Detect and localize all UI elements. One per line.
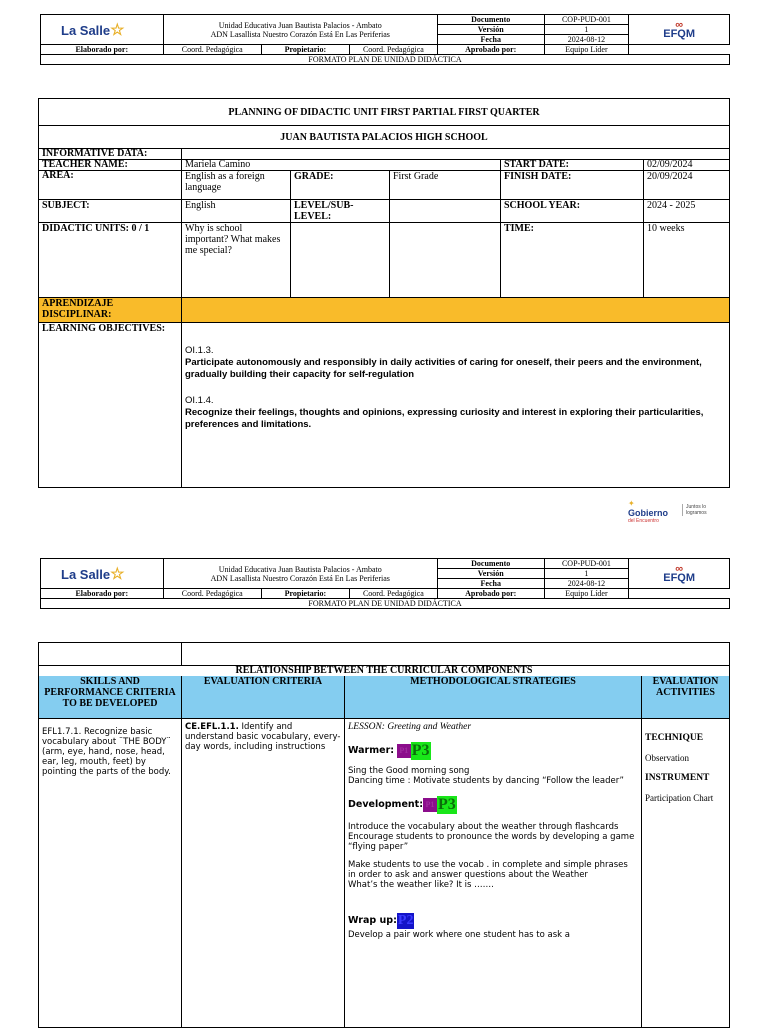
propietario-label: Propietario:: [261, 45, 349, 55]
objective-2-text: Recognize their feelings, thoughts and opinions, expressing curiosity and interest in exploring their particularities, preferences and limitations.: [185, 407, 704, 430]
p1-badge: P1: [397, 744, 411, 758]
col-method: METHODOLOGICAL STRATEGIES: [345, 676, 642, 719]
subject-label: SUBJECT:: [39, 200, 182, 223]
time-label: TIME:: [501, 223, 644, 298]
school-motto: ADN Lasallista Nuestro Corazón Está En Las Periferias: [210, 29, 390, 39]
format-title-2: FORMATO PLAN DE UNIDAD DIDÁCTICA: [41, 599, 730, 609]
teacher-label: TEACHER NAME:: [39, 160, 182, 171]
col-activities: EVALUATION ACTIVITIES: [642, 676, 730, 719]
version-label-2: Versión: [437, 569, 544, 579]
school-name-2: Unidad Educativa Juan Bautista Palacios - Ambato: [218, 564, 382, 574]
logo-cell: [41, 15, 164, 45]
development-text-3: Make students to use the vocab . in complete and simple phrases in order to ask and answer questions about the Weather: [348, 860, 628, 880]
curricular-table: [38, 642, 730, 1028]
grade-value: First Grade: [390, 171, 501, 200]
level-value: [390, 200, 501, 223]
version-value-2: 1: [544, 569, 629, 579]
objective-1-code: OI.1.3.: [185, 345, 214, 356]
finish-label: FINISH DATE:: [501, 171, 644, 200]
finish-value: 20/09/2024: [644, 171, 730, 200]
propietario-label-2: Propietario:: [261, 589, 349, 599]
fecha-label: Fecha: [437, 35, 544, 45]
objectives-label: LEARNING OBJECTIVES:: [39, 323, 182, 488]
instrument-value: Participation Chart: [645, 793, 714, 803]
efqm-logo-cell-2: [629, 559, 730, 589]
development-text-1: Introduce the vocabulary about the weather through flashcards: [348, 822, 619, 832]
technique-value: Observation: [645, 753, 689, 763]
gobierno-name: Gobierno: [628, 508, 668, 518]
wrapup-heading: [348, 912, 638, 930]
version-label: Versión: [437, 25, 544, 35]
aprobado-label: Aprobado por:: [437, 45, 544, 55]
development-text-2: Encourage students to pronounce the words by developing a game “flying paper”: [348, 832, 635, 852]
school-info-2: [163, 559, 437, 589]
area-label: AREA:: [39, 171, 182, 200]
warmer-text-1: Sing the Good morning song: [348, 766, 470, 776]
development-label: Development:: [348, 799, 423, 810]
criteria-code: CE.EFL.1.1.: [185, 722, 239, 732]
fecha-value: 2024-08-12: [544, 35, 629, 45]
efqm-logo: ∞ EFQM: [631, 21, 727, 40]
efqm-logo-2: ∞ EFQM: [631, 565, 727, 584]
units-empty-1: [291, 223, 390, 298]
lesson-title: LESSON: Greeting and Weather: [348, 722, 472, 732]
objective-2-code: OI.1.4.: [185, 395, 214, 406]
documento-value: COP-PUD-001: [544, 15, 629, 25]
elaborado-label: Elaborado por:: [41, 45, 164, 55]
p1-badge: P1: [423, 798, 437, 812]
logo-cell-2: [41, 559, 164, 589]
technique-label: TECHNIQUE: [645, 733, 704, 743]
star-icon: ☆: [110, 566, 125, 583]
start-value: 02/09/2024: [644, 160, 730, 171]
elaborado-value: Coord. Pedagógica: [163, 45, 261, 55]
school-year-value: 2024 - 2025: [644, 200, 730, 223]
p3-badge: P3: [411, 741, 430, 759]
criteria-text: Identify and understand basic vocabulary, every-day words, including instructions: [185, 722, 341, 752]
school-title: JUAN BAUTISTA PALACIOS HIGH SCHOOL: [39, 126, 730, 149]
star-icon: ☆: [110, 22, 125, 39]
start-label: START DATE:: [501, 160, 644, 171]
plan-title: PLANNING OF DIDACTIC UNIT FIRST PARTIAL FIRST QUARTER: [39, 99, 730, 126]
efqm-logo-cell: [629, 15, 730, 45]
col-eval: EVALUATION CRITERIA: [182, 676, 345, 719]
school-motto-2: ADN Lasallista Nuestro Corazón Está En Las Periferias: [210, 573, 390, 583]
document-header: [40, 14, 730, 74]
documento-label-2: Documento: [437, 559, 544, 569]
grade-label: GRADE:: [291, 171, 390, 200]
school-name: Unidad Educativa Juan Bautista Palacios - Ambato: [218, 20, 382, 30]
blank-cell-2: [182, 643, 730, 666]
units-value: Why is school important? What makes me special?: [182, 223, 291, 298]
development-text-4: What’s the weather like? It is …….: [348, 880, 494, 890]
instrument-label: INSTRUMENT: [645, 773, 710, 783]
propietario-value: Coord. Pedagógica: [349, 45, 437, 55]
activities-cell: [642, 719, 730, 1028]
warmer-text-2: Dancing time : Motivate students by dancing “Follow the leader”: [348, 776, 624, 786]
gobierno-slogan: Juntos lo logramos: [682, 504, 726, 516]
subject-value: English: [182, 200, 291, 223]
version-value: 1: [544, 25, 629, 35]
aprobado-value-2: Equipo Líder: [544, 589, 629, 599]
p2-badge: P2: [397, 912, 414, 928]
loop-icon: ∞: [675, 562, 684, 575]
warmer-label: Warmer:: [348, 745, 395, 756]
lasalle-logo-2: La Salle☆: [61, 566, 125, 583]
informative-label: INFORMATIVE DATA:: [39, 149, 182, 160]
gobierno-sub: del Encuentro: [628, 518, 659, 524]
document-header-2: [40, 558, 730, 618]
loop-icon: ∞: [675, 18, 684, 31]
col-skills: SKILLS AND PERFORMANCE CRITERIA TO BE DEVELOPED: [39, 676, 182, 719]
criteria-cell: [182, 719, 345, 1028]
propietario-value-2: Coord. Pedagógica: [349, 589, 437, 599]
planning-table: [38, 98, 730, 488]
objectives-content: [182, 323, 730, 488]
informative-empty: [182, 149, 730, 160]
wrapup-text: Develop a pair work where one student has to ask a: [348, 930, 570, 940]
gobierno-logo: [628, 499, 707, 524]
aprendizaje-value: [182, 298, 730, 323]
header-table: [40, 14, 730, 65]
units-label: DIDACTIC UNITS: 0 / 1: [39, 223, 182, 298]
elaborado-label-2: Elaborado por:: [41, 589, 164, 599]
teacher-value: Mariela Camino: [182, 160, 501, 171]
lasalle-logo: La Salle☆: [61, 22, 125, 39]
development-heading: [348, 794, 638, 816]
school-info: [163, 15, 437, 45]
p3-badge: P3: [438, 795, 456, 813]
sun-icon: ✦: [628, 499, 635, 508]
aprobado-label-2: Aprobado por:: [437, 589, 544, 599]
header-table-2: [40, 558, 730, 609]
units-empty-2: [390, 223, 501, 298]
objective-1-text: Participate autonomously and responsibly in daily activities of caring for oneself, their peers and the environment, gradually building their capacity for self-regulation: [185, 357, 702, 380]
fecha-label-2: Fecha: [437, 579, 544, 589]
documento-label: Documento: [437, 15, 544, 25]
school-year-label: SCHOOL YEAR:: [501, 200, 644, 223]
fecha-value-2: 2024-08-12: [544, 579, 629, 589]
aprendizaje-label: APRENDIZAJE DISCIPLINAR:: [39, 298, 182, 323]
format-title: FORMATO PLAN DE UNIDAD DIDÁCTICA: [41, 55, 730, 65]
level-label: LEVEL/SUB-LEVEL:: [291, 200, 390, 223]
skill-text: EFL1.7.1. Recognize basic vocabulary about ¨THE BODY¨ (arm, eye, hand, nose, head, ear, leg, mouth, feet) by pointing the parts of the body.: [39, 719, 182, 1028]
wrapup-label: Wrap up:: [348, 915, 397, 926]
warmer-heading: [348, 740, 638, 762]
elaborado-value-2: Coord. Pedagógica: [163, 589, 261, 599]
time-value: 10 weeks: [644, 223, 730, 298]
blank-cell-1: [39, 643, 182, 666]
curricular-title: RELATIONSHIP BETWEEN THE CURRICULAR COMPONENTS: [39, 666, 730, 677]
method-cell: [345, 719, 642, 1028]
aprobado-value: Equipo Líder: [544, 45, 629, 55]
documento-value-2: COP-PUD-001: [544, 559, 629, 569]
area-value: English as a foreign language: [182, 171, 291, 200]
